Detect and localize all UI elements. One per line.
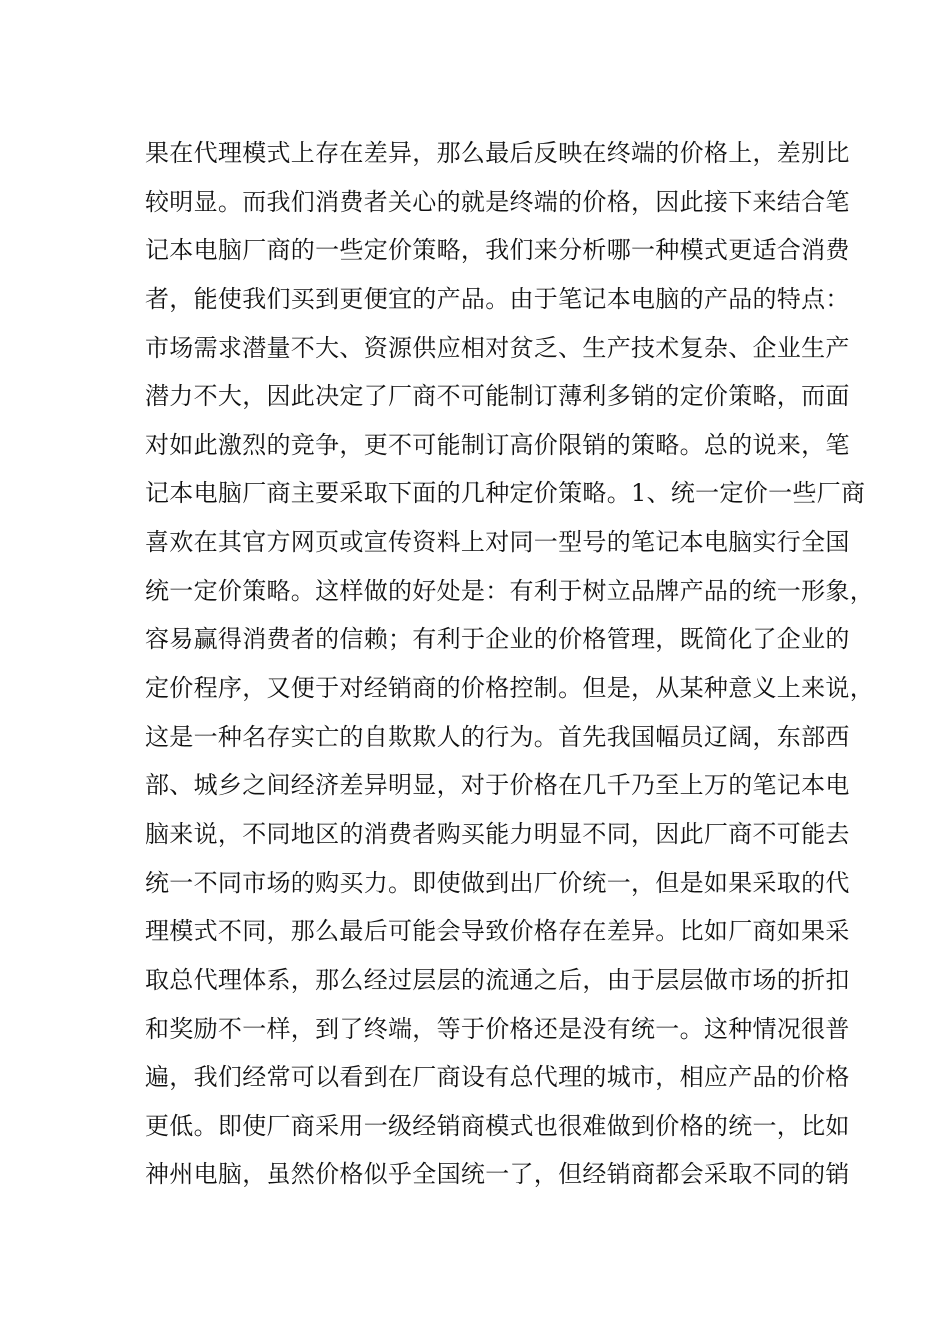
text-line: 取总代理体系，那么经过层层的流通之后，由于层层做市场的折扣 [145,965,850,994]
text-line: 市场需求潜量不大、资源供应相对贫乏、生产技术复杂、企业生产 [145,333,850,362]
text-line: 较明显。而我们消费者关心的就是终端的价格，因此接下来结合笔 [145,187,850,216]
text-line: 果在代理模式上存在差异，那么最后反映在终端的价格上，差别比 [145,139,850,167]
text-line: 容易赢得消费者的信赖；有利于企业的价格管理，既简化了企业的 [145,625,850,654]
text-line: 脑来说，不同地区的消费者购买能力明显不同，因此厂商不可能去 [145,819,850,848]
text-line: 统一定价策略。这样做的好处是：有利于树立品牌产品的统一形象， [145,576,874,605]
text-line: 这是一种名存实亡的自欺欺人的行为。首先我国幅员辽阔，东部西 [145,722,850,751]
text-line: 更低。即使厂商采用一级经销商模式也很难做到价格的统一，比如 [145,1111,850,1140]
text-line: 理模式不同，那么最后可能会导致价格存在差异。比如厂商如果采 [145,917,850,946]
text-line: 对如此激烈的竞争，更不可能制订高价限销的策略。总的说来，笔 [145,430,850,459]
text-line: 统一不同市场的购买力。即使做到出厂价统一，但是如果采取的代 [145,868,850,897]
text-line: 定价程序，又便于对经销商的价格控制。但是，从某种意义上来说， [145,674,874,703]
text-line: 神州电脑，虽然价格似乎全国统一了，但经销商都会采取不同的销 [145,1160,850,1189]
text-line: 记本电脑厂商的一些定价策略，我们来分析哪一种模式更适合消费 [145,236,850,265]
text-line: 部、城乡之间经济差异明显，对于价格在几千乃至上万的笔记本电 [145,771,850,800]
body-text [145,129,874,1199]
text-line: 者，能使我们买到更便宜的产品。由于笔记本电脑的产品的特点： [145,284,850,313]
text-line: 和奖励不一样，到了终端，等于价格还是没有统一。这种情况很普 [145,1014,850,1043]
text-line: 潜力不大，因此决定了厂商不可能制订薄利多销的定价策略，而面 [145,382,850,411]
text-line: 喜欢在其官方网页或宣传资料上对同一型号的笔记本电脑实行全国 [145,528,850,557]
text-line: 记本电脑厂商主要采取下面的几种定价策略。1、统一定价一些厂商 [145,479,866,508]
text-line: 遍，我们经常可以看到在厂商设有总代理的城市，相应产品的价格 [145,1063,850,1092]
